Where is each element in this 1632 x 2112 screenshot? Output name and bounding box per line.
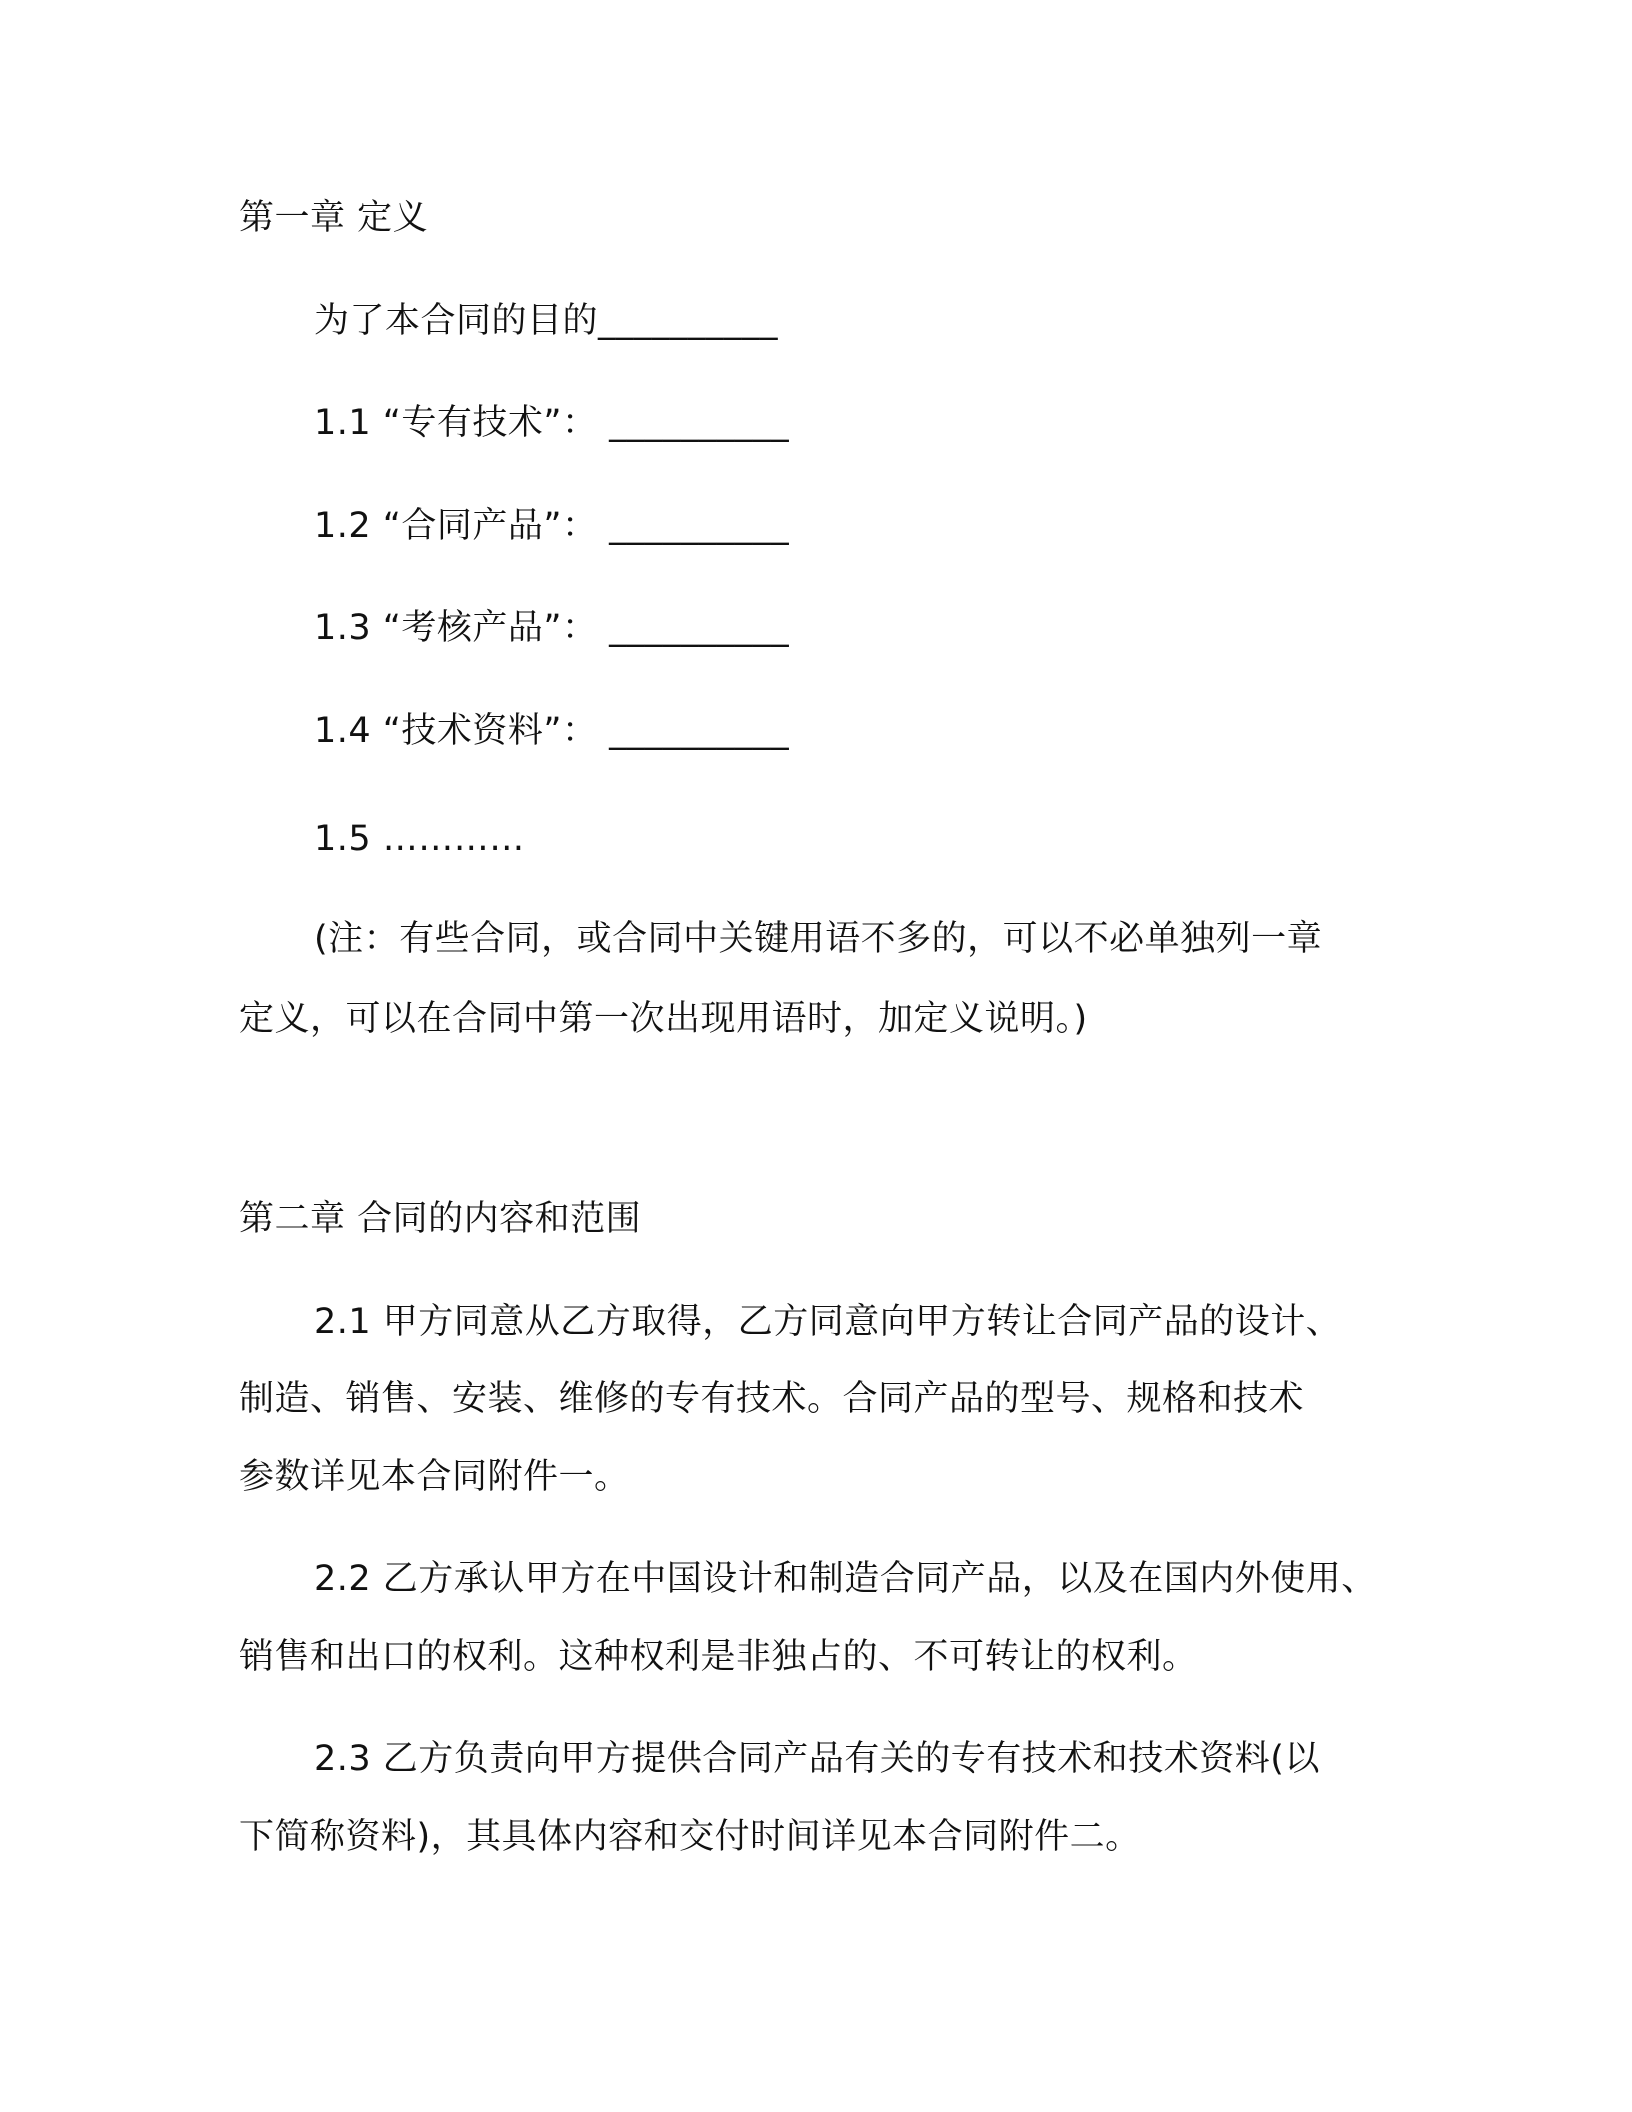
clause-2-2-line1: 2.2 乙方承认甲方在中国设计和制造合同产品，以及在国内外使用、 [314, 1559, 1377, 1599]
clause-2-1-line2: 制造、销售、安装、维修的专有技术。合同产品的型号、规格和技术 [239, 1379, 1305, 1419]
clause-2-1-line3: 参数详见本合同附件一。 [239, 1457, 630, 1497]
definition-item-1-3: 1.3 “考核产品”： __________ [314, 608, 790, 648]
chapter1-note-line1: (注：有些合同，或合同中关键用语不多的，可以不必单独列一章 [314, 919, 1323, 959]
definition-item-1-1: 1.1 “专有技术”： __________ [314, 403, 790, 443]
chapter1-note-line2: 定义，可以在合同中第一次出现用语时，加定义说明。) [239, 999, 1088, 1039]
definition-item-1-5: 1.5 ………… [314, 819, 525, 859]
chapter1-heading: 第一章 定义 [239, 198, 429, 238]
definition-item-1-4: 1.4 “技术资料”： __________ [314, 711, 790, 751]
definition-item-1-2: 1.2 “合同产品”： __________ [314, 506, 790, 546]
clause-2-2-line2: 销售和出口的权利。这种权利是非独占的、不可转让的权利。 [239, 1637, 1198, 1677]
clause-2-3-line1: 2.3 乙方负责向甲方提供合同产品有关的专有技术和技术资料(以 [314, 1739, 1320, 1779]
clause-2-3-line2: 下简称资料)，其具体内容和交付时间详见本合同附件二。 [239, 1817, 1141, 1857]
chapter1-intro: 为了本合同的目的__________ [314, 301, 779, 341]
clause-2-1-line1: 2.1 甲方同意从乙方取得，乙方同意向甲方转让合同产品的设计、 [314, 1302, 1342, 1342]
chapter2-heading: 第二章 合同的内容和范围 [239, 1199, 642, 1239]
